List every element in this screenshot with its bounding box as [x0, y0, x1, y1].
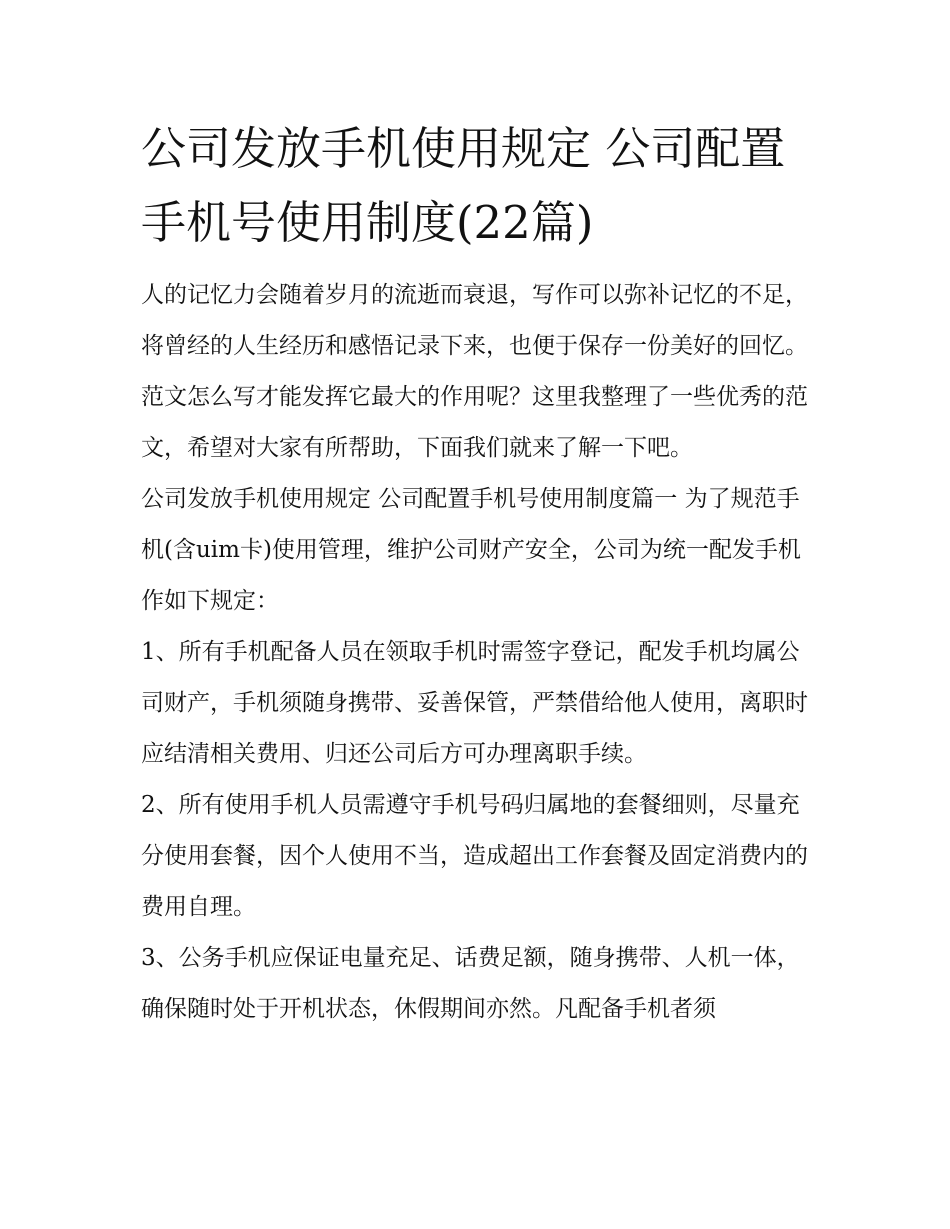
- paragraph-section-one: 公司发放手机使用规定 公司配置手机号使用制度篇一 为了规范手机(含uim卡)使用管理，维护公司财产安全，公司为统一配发手机作如下规定：: [141, 486, 801, 614]
- document-title: 公司发放手机使用规定 公司配置手机号使用制度(22篇): [141, 122, 786, 249]
- document-body: [141, 112, 813, 1035]
- paragraph-rule-1: 1、所有手机配备人员在领取手机时需签字登记，配发手机均属公司财产，手机须随身携带、妥善保管，严禁借给他人使用，离职时应结清相关费用、归还公司后方可办理离职手续。: [141, 639, 808, 767]
- paragraph-rule-2: 2、所有使用手机人员需遵守手机号码归属地的套餐细则，尽量充分使用套餐，因个人使用不当，造成超出工作套餐及固定消费内的费用自理。: [141, 792, 808, 920]
- paragraph-intro: 人的记忆力会随着岁月的流逝而衰退，写作可以弥补记忆的不足，将曾经的人生经历和感悟记录下来，也便于保存一份美好的回忆。范文怎么写才能发挥它最大的作用呢？这里我整理了一些优秀的范文，希望对大家有所帮助，下面我们就来了解一下吧。: [141, 282, 808, 461]
- paragraph-rule-3: 3、公务手机应保证电量充足、话费足额，随身携带、人机一体，确保随时处于开机状态，休假期间亦然。凡配备手机者须: [141, 945, 800, 1022]
